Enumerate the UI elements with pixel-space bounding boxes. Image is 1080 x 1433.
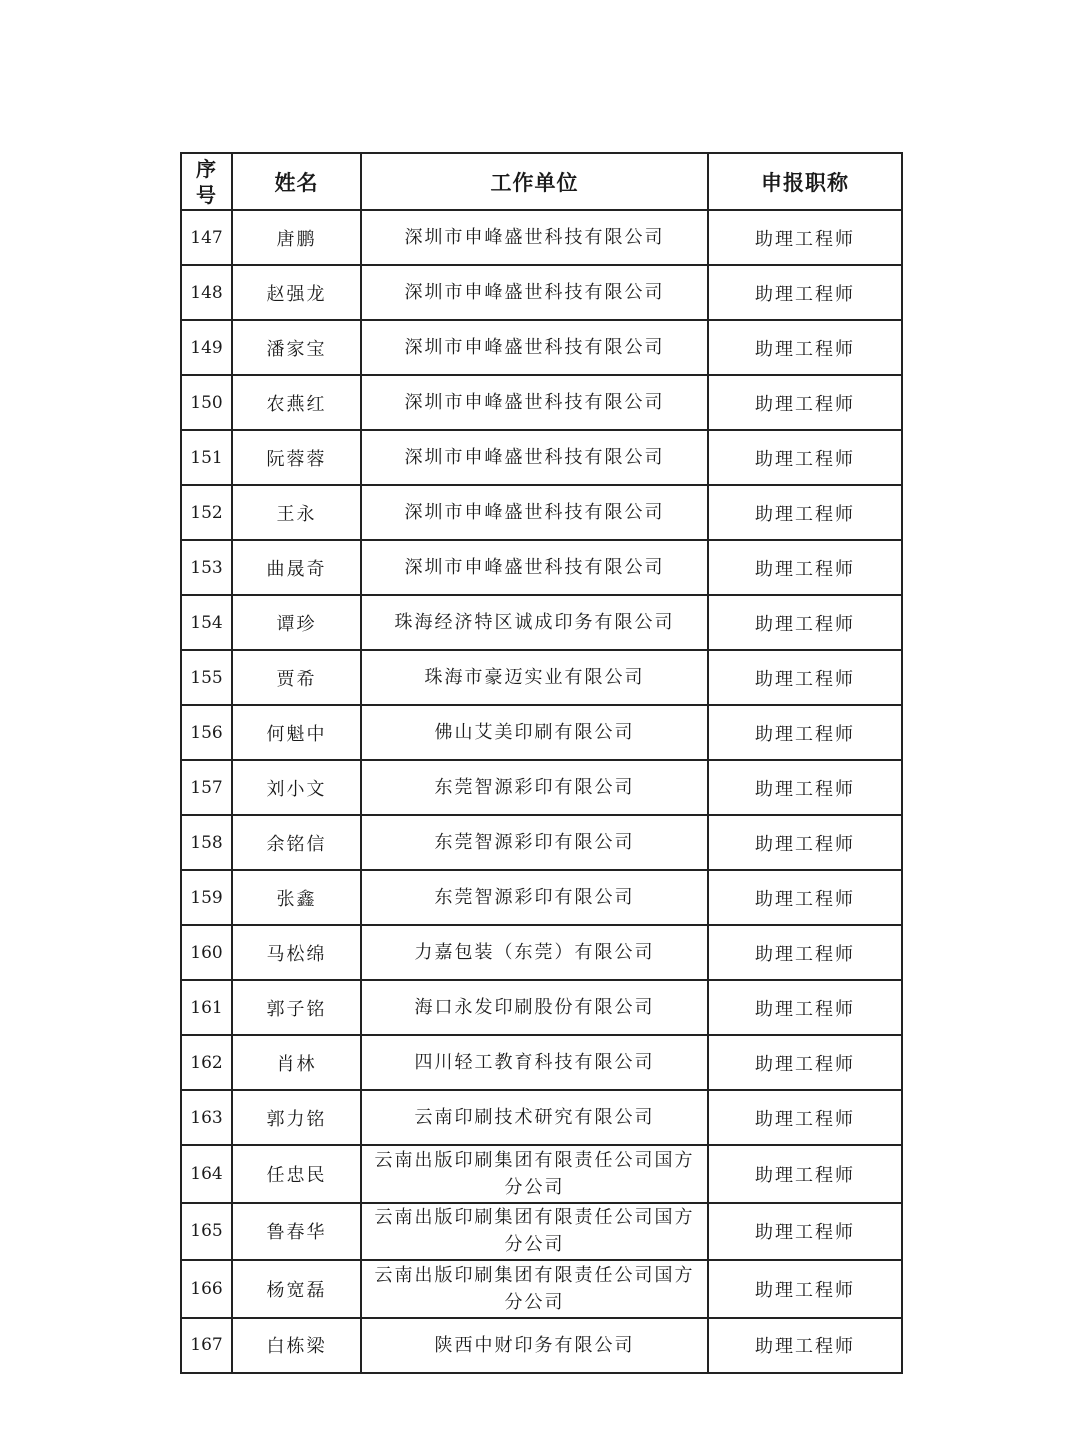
row-name: 余铭信 <box>232 815 361 870</box>
row-name: 赵强龙 <box>232 265 361 320</box>
table-body <box>181 210 902 1373</box>
row-number: 157 <box>181 760 232 815</box>
table-row <box>181 320 902 375</box>
row-name: 阮蓉蓉 <box>232 430 361 485</box>
row-unit: 深圳市申峰盛世科技有限公司 <box>361 210 708 265</box>
row-number: 155 <box>181 650 232 705</box>
row-unit: 珠海经济特区诚成印务有限公司 <box>361 595 708 650</box>
row-title: 助理工程师 <box>708 1318 902 1373</box>
row-name: 郭力铭 <box>232 1090 361 1145</box>
row-name: 何魁中 <box>232 705 361 760</box>
row-title: 助理工程师 <box>708 320 902 375</box>
row-number: 166 <box>181 1260 232 1318</box>
row-unit: 云南出版印刷集团有限责任公司国方分公司 <box>361 1260 708 1318</box>
table-row <box>181 265 902 320</box>
row-unit: 云南出版印刷集团有限责任公司国方分公司 <box>361 1203 708 1261</box>
row-title: 助理工程师 <box>708 430 902 485</box>
table-row <box>181 430 902 485</box>
row-unit: 东莞智源彩印有限公司 <box>361 815 708 870</box>
table-row <box>181 1035 902 1090</box>
row-number: 159 <box>181 870 232 925</box>
row-unit: 云南印刷技术研究有限公司 <box>361 1090 708 1145</box>
row-unit: 四川轻工教育科技有限公司 <box>361 1035 708 1090</box>
row-title: 助理工程师 <box>708 870 902 925</box>
row-number: 151 <box>181 430 232 485</box>
row-number: 167 <box>181 1318 232 1373</box>
row-name: 任忠民 <box>232 1145 361 1203</box>
table-row <box>181 1260 902 1318</box>
row-name: 唐鹏 <box>232 210 361 265</box>
table-row <box>181 980 902 1035</box>
table-row <box>181 650 902 705</box>
row-title: 助理工程师 <box>708 650 902 705</box>
row-name: 刘小文 <box>232 760 361 815</box>
row-number: 163 <box>181 1090 232 1145</box>
row-name: 张鑫 <box>232 870 361 925</box>
row-title: 助理工程师 <box>708 265 902 320</box>
row-name: 马松绵 <box>232 925 361 980</box>
table-row <box>181 210 902 265</box>
row-name: 郭子铭 <box>232 980 361 1035</box>
table-row <box>181 1090 902 1145</box>
row-unit: 深圳市申峰盛世科技有限公司 <box>361 540 708 595</box>
row-unit: 东莞智源彩印有限公司 <box>361 760 708 815</box>
row-title: 助理工程师 <box>708 1090 902 1145</box>
row-number: 154 <box>181 595 232 650</box>
row-number: 160 <box>181 925 232 980</box>
header-no-text: 序号 <box>196 156 217 207</box>
row-title: 助理工程师 <box>708 540 902 595</box>
row-number: 156 <box>181 705 232 760</box>
row-number: 152 <box>181 485 232 540</box>
table-row <box>181 815 902 870</box>
row-number: 164 <box>181 1145 232 1203</box>
row-unit: 云南出版印刷集团有限责任公司国方分公司 <box>361 1145 708 1203</box>
row-unit: 深圳市申峰盛世科技有限公司 <box>361 375 708 430</box>
row-number: 149 <box>181 320 232 375</box>
table-row <box>181 375 902 430</box>
header-name: 姓名 <box>232 153 361 210</box>
row-title: 助理工程师 <box>708 1203 902 1261</box>
row-title: 助理工程师 <box>708 815 902 870</box>
row-name: 王永 <box>232 485 361 540</box>
row-unit: 海口永发印刷股份有限公司 <box>361 980 708 1035</box>
row-title: 助理工程师 <box>708 485 902 540</box>
row-unit: 力嘉包装（东莞）有限公司 <box>361 925 708 980</box>
row-number: 153 <box>181 540 232 595</box>
row-unit: 东莞智源彩印有限公司 <box>361 870 708 925</box>
row-unit: 深圳市申峰盛世科技有限公司 <box>361 430 708 485</box>
table-row <box>181 595 902 650</box>
row-title: 助理工程师 <box>708 705 902 760</box>
table-row <box>181 1318 902 1373</box>
header-no <box>181 153 232 210</box>
row-number: 147 <box>181 210 232 265</box>
row-unit: 深圳市申峰盛世科技有限公司 <box>361 320 708 375</box>
table-row <box>181 870 902 925</box>
row-name: 曲晟奇 <box>232 540 361 595</box>
row-name: 鲁春华 <box>232 1203 361 1261</box>
row-name: 农燕红 <box>232 375 361 430</box>
row-unit: 佛山艾美印刷有限公司 <box>361 705 708 760</box>
table-row <box>181 705 902 760</box>
row-name: 潘家宝 <box>232 320 361 375</box>
row-name: 肖林 <box>232 1035 361 1090</box>
table-row <box>181 540 902 595</box>
row-title: 助理工程师 <box>708 980 902 1035</box>
row-name: 杨宽磊 <box>232 1260 361 1318</box>
row-unit: 深圳市申峰盛世科技有限公司 <box>361 265 708 320</box>
table-row <box>181 760 902 815</box>
row-title: 助理工程师 <box>708 1260 902 1318</box>
row-title: 助理工程师 <box>708 1145 902 1203</box>
row-number: 158 <box>181 815 232 870</box>
row-unit: 陕西中财印务有限公司 <box>361 1318 708 1373</box>
row-name: 贾希 <box>232 650 361 705</box>
table-row <box>181 485 902 540</box>
row-unit: 珠海市豪迈实业有限公司 <box>361 650 708 705</box>
row-number: 162 <box>181 1035 232 1090</box>
row-number: 161 <box>181 980 232 1035</box>
table-row <box>181 1203 902 1261</box>
row-name: 谭珍 <box>232 595 361 650</box>
row-name: 白栋梁 <box>232 1318 361 1373</box>
row-number: 150 <box>181 375 232 430</box>
name-list-table <box>180 152 903 1374</box>
row-title: 助理工程师 <box>708 1035 902 1090</box>
table-row <box>181 1145 902 1203</box>
header-title: 申报职称 <box>708 153 902 210</box>
row-title: 助理工程师 <box>708 925 902 980</box>
row-number: 148 <box>181 265 232 320</box>
row-title: 助理工程师 <box>708 760 902 815</box>
row-number: 165 <box>181 1203 232 1261</box>
row-title: 助理工程师 <box>708 210 902 265</box>
row-title: 助理工程师 <box>708 375 902 430</box>
row-title: 助理工程师 <box>708 595 902 650</box>
row-unit: 深圳市申峰盛世科技有限公司 <box>361 485 708 540</box>
table-header-row <box>181 153 902 210</box>
table-row <box>181 925 902 980</box>
header-unit: 工作单位 <box>361 153 708 210</box>
